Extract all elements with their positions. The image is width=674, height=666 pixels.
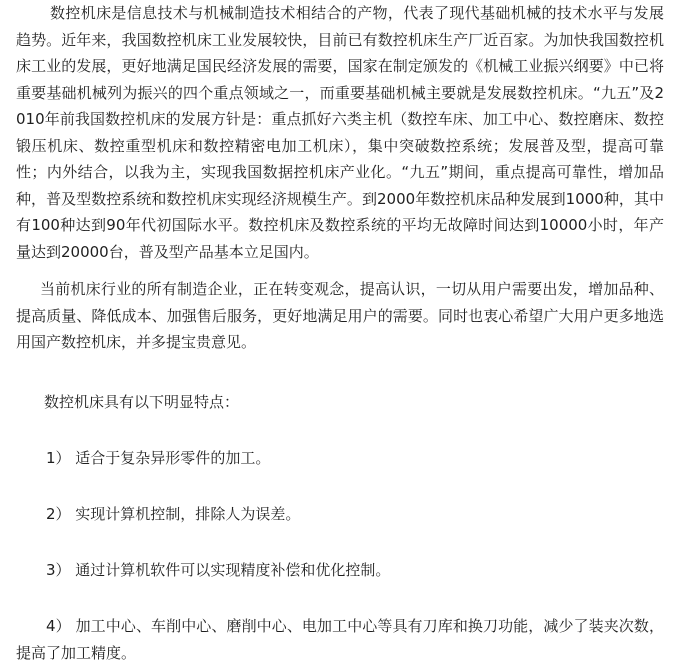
feature-item-1: 1） 适合于复杂异形零件的加工。 bbox=[46, 449, 271, 467]
paragraph-industry-status: 当前机床行业的所有制造企业，正在转变观念，提高认识，一切从用户需要出发，增加品种、提高质量、降低成本、加强售后服务，更好地满足用户的需要。同时也衷心希望广大用户更多地选用国产数控机床，并多提宝贵意见。 bbox=[16, 280, 664, 351]
feature-item-2: 2） 实现计算机控制，排除人为误差。 bbox=[46, 505, 301, 523]
paragraph-cnc-overview: 数控机床是信息技术与机械制造技术相结合的产物，代表了现代基础机械的技术水平与发展趋势。近年来，我国数控机床工业发展较快，目前已有数控机床生产厂近百家。为加快我国数控机床工业的发展，更好地满足国民经济发展的需要，国家在制定颁发的《机械工业振兴纲要》中已将重要基础机械列为振兴的四个重点领域之一，而重要基础机械主要就是发展数控机床。“九五”及2010年前我国数控机床的发展方针是：重点抓好六类主机（数控车床、加工中心、数控磨床、数控锻压机床、数控重型机床和数控精密电加工机床），集中突破数控系统；发展普及型，提高可靠性；内外结合，以我为主，实现我国数据控机床产业化。“九五”期间，重点提高可靠性，增加品种，普及型数控系统和数控机床实现经济规模生产。到2000年数控机床品种发展到1000种，其中有100种达到90年代初国际水平。数控机床及数控系统的平均无故障时间达到10000小时，年产量达到20000台，普及型产品基本立足国内。 bbox=[16, 4, 664, 261]
feature-item-4: 4） 加工中心、车削中心、磨削中心、电加工中心等具有刀库和换刀功能，减少了装夹次数，提高了加工精度。 bbox=[16, 617, 664, 662]
features-intro: 数控机床具有以下明显特点： bbox=[44, 393, 240, 411]
feature-item-3: 3） 通过计算机软件可以实现精度补偿和优化控制。 bbox=[46, 561, 391, 579]
